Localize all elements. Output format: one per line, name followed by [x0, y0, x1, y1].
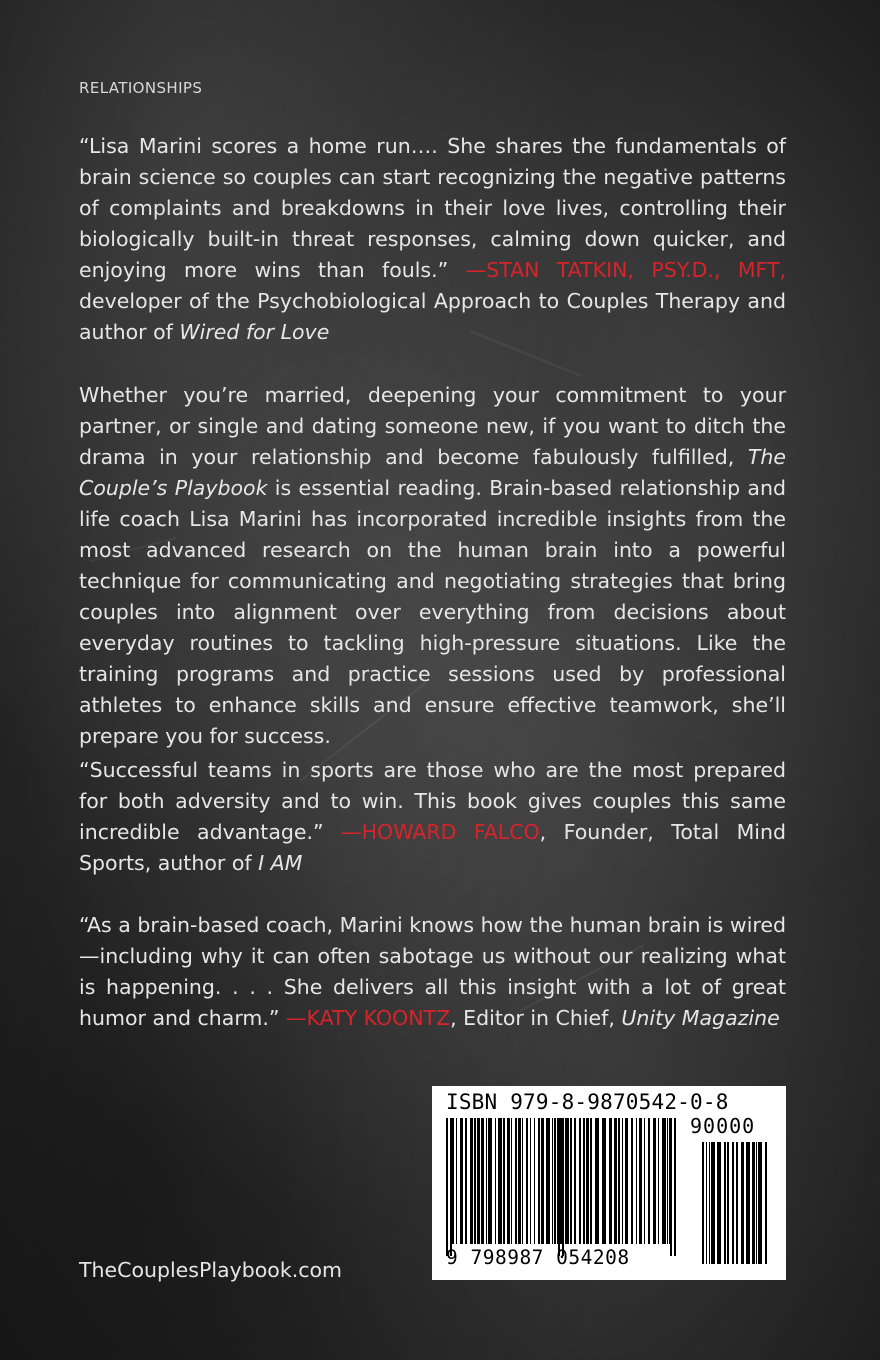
- barcode-bar: [658, 1118, 659, 1244]
- barcode-bar: [727, 1142, 729, 1264]
- barcode-guard-bar: [562, 1118, 564, 1256]
- barcode-bar: [481, 1118, 484, 1244]
- barcode-bar: [583, 1118, 585, 1244]
- endorsement-publication: Unity Magazine: [621, 1006, 780, 1030]
- barcode-digits: 9 798987 054208: [446, 1246, 630, 1269]
- barcode-bar: [639, 1118, 642, 1244]
- barcode-bar: [456, 1118, 457, 1244]
- barcode-bar: [644, 1118, 645, 1244]
- endorsement-credentials: , Founder, Total Mind Sports, author of: [79, 820, 787, 875]
- barcode-bar: [530, 1118, 531, 1244]
- barcode-bar: [511, 1118, 512, 1244]
- isbn-barcode: [432, 1086, 786, 1280]
- barcode-bar: [486, 1118, 487, 1244]
- barcode-bar: [706, 1142, 707, 1264]
- barcode-bar: [507, 1118, 510, 1244]
- description-text-before: Whether you’re married, deepening your commitment to your partner, or single and dating someone new, if you want to ditch the drama in your relationship and become fabulously fulfilled,: [79, 383, 786, 469]
- barcode-bar: [711, 1142, 715, 1264]
- barcode-bar: [717, 1142, 721, 1264]
- barcode-bar: [565, 1118, 569, 1244]
- endorsement-attribution: —STAN TATKIN, PSY.D., MFT,: [465, 258, 786, 282]
- barcode-bar: [554, 1118, 556, 1244]
- description-book-title: The Couple’s Playbook: [79, 445, 786, 500]
- barcode-bar: [541, 1118, 544, 1244]
- barcode-bar: [465, 1118, 467, 1244]
- barcode-bar: [653, 1118, 656, 1244]
- barcode-bar: [470, 1118, 473, 1244]
- barcode-bar: [590, 1118, 592, 1244]
- barcode-bar: [460, 1118, 463, 1244]
- barcode-bar: [756, 1142, 757, 1264]
- endorsement-attribution: —HOWARD FALCO: [341, 820, 540, 844]
- barcode-bar: [557, 1118, 558, 1244]
- endorsement-attribution: —KATY KOONTZ: [286, 1006, 451, 1030]
- barcode-bar: [503, 1118, 505, 1244]
- barcode-bar: [570, 1118, 572, 1244]
- barcode-bar: [648, 1118, 650, 1244]
- barcode-bar: [724, 1142, 726, 1264]
- endorsement-text: “Lisa Marini scores a home run…. She shares the fundamentals of brain science so couples can start recognizing the negative patterns of complaints and breakdowns in their love lives, controlling their biologically built-in threat responses, calming down quicker, and enjoying more wins than fouls.”: [79, 134, 786, 282]
- barcode-bar: [702, 1142, 704, 1264]
- barcode-bar: [752, 1142, 755, 1264]
- barcode-bar: [522, 1118, 523, 1244]
- barcode-bar: [636, 1118, 637, 1244]
- description-text-after: is essential reading. Brain-based relationship and life coach Lisa Marini has incorporated incredible insights from the most advanced research on the human brain into a powerful technique for communicating and negotiating strategies that bring couples into alignment over everything from decisions about everyday routines to tackling high-pressure situations. Like the training programs and practice sessions used by professional athletes to enhance skills and ensure effective teamwork, she’ll prepare you for success.: [79, 476, 786, 748]
- barcode-bar: [495, 1118, 496, 1244]
- barcode-bar: [474, 1118, 476, 1244]
- book-description: [79, 380, 786, 752]
- barcode-bar: [667, 1118, 668, 1244]
- barcode-bar: [534, 1118, 535, 1244]
- barcode-bar: [595, 1118, 599, 1244]
- endorsement-credentials: developer of the Psychobiological Approach to Couples Therapy and author of: [79, 289, 786, 344]
- barcode-bar: [579, 1118, 581, 1244]
- endorsement-book-title: Wired for Love: [179, 320, 330, 344]
- barcode-bar: [586, 1118, 589, 1244]
- barcode-bar: [709, 1142, 710, 1264]
- barcode-bar: [618, 1118, 620, 1244]
- barcode-guard-bar: [446, 1118, 448, 1256]
- barcode-bar: [741, 1142, 744, 1264]
- endorsement-credentials: , Editor in Chief,: [450, 1006, 622, 1030]
- barcode-bar: [452, 1118, 454, 1244]
- endorsement-falco: [79, 755, 786, 879]
- barcode-bar: [515, 1118, 517, 1244]
- barcode-bar: [758, 1142, 762, 1264]
- barcode-bar: [609, 1118, 612, 1244]
- barcode-bar: [574, 1118, 576, 1244]
- isbn-label: ISBN 979-8-9870542-0-8: [446, 1090, 729, 1114]
- barcode-bar: [518, 1118, 521, 1244]
- barcode-guard-bar: [558, 1118, 560, 1256]
- price-code: 90000: [690, 1114, 756, 1138]
- barcode-bar: [546, 1118, 550, 1244]
- barcode-guard-bar: [450, 1118, 452, 1256]
- barcode-bar: [622, 1118, 623, 1244]
- barcode-bar: [526, 1118, 528, 1244]
- endorsement-text: “Successful teams in sports are those who are the most prepared for both adversity and to win. This book gives couples this same incredible advantage.”: [79, 758, 786, 844]
- website-url[interactable]: TheCouplesPlaybook.com: [79, 1258, 342, 1282]
- barcode-bar: [631, 1118, 633, 1244]
- barcode-guard-bar: [674, 1118, 676, 1256]
- barcode-bar: [538, 1118, 540, 1244]
- endorsement-koontz: [79, 910, 786, 1034]
- endorsement-book-title: I AM: [258, 851, 303, 875]
- endorsement-tatkin: [79, 131, 786, 348]
- barcode-bar: [732, 1142, 734, 1264]
- barcode-bar: [602, 1118, 606, 1244]
- barcode-bar: [625, 1118, 628, 1244]
- barcode-guard-bar: [670, 1118, 672, 1256]
- barcode-bar: [746, 1142, 750, 1264]
- barcode-bar: [736, 1142, 738, 1264]
- barcode-bar: [477, 1118, 480, 1244]
- barcode-bar: [614, 1118, 617, 1244]
- barcode-bar: [662, 1118, 666, 1244]
- barcode-bar: [488, 1118, 492, 1244]
- category-label: RELATIONSHIPS: [79, 79, 203, 97]
- barcode-bar: [765, 1142, 767, 1264]
- barcode-bar: [498, 1118, 502, 1244]
- endorsement-text: “As a brain-based coach, Marini knows how the human brain is wired—including why it can often sabotage us without our realizing what is happening. . . . She delivers all this insight with a lot of great humor and charm.”: [79, 913, 786, 1030]
- barcode-bar: [552, 1118, 553, 1244]
